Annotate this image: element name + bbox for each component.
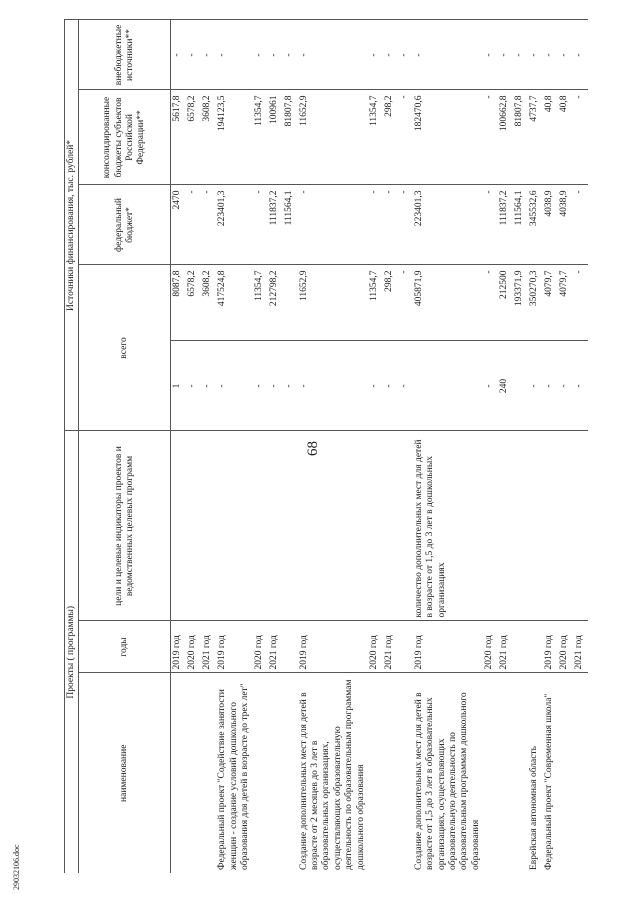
row-name xyxy=(368,673,383,873)
row-total: 8087,8 xyxy=(171,265,187,341)
row-indicator-value: - xyxy=(528,341,543,431)
row-indicator xyxy=(298,431,368,621)
row-year: 2020 год xyxy=(558,621,573,673)
row-extrabudget: - xyxy=(268,20,283,90)
row-indicator-value: - xyxy=(298,341,368,431)
rotated-table-area xyxy=(64,20,585,873)
row-name xyxy=(483,673,498,873)
row-year: 2019 год xyxy=(413,621,483,673)
row-indicator-value xyxy=(413,341,483,431)
row-indicator-value: - xyxy=(283,341,298,431)
row-indicator xyxy=(253,431,268,621)
footer-filename: 29032106.doc xyxy=(12,844,21,890)
row-indicator-value: 240 xyxy=(498,341,513,431)
row-total: 11652,9 xyxy=(298,265,368,341)
table-row xyxy=(483,20,498,873)
row-year: 2019 год xyxy=(171,621,187,673)
row-total: 417524,8 xyxy=(216,265,252,341)
table-row xyxy=(528,20,543,873)
row-indicator-value: - xyxy=(216,341,252,431)
row-indicator-value: - xyxy=(253,341,268,431)
row-consolidated: 5617,8 xyxy=(171,90,187,185)
row-total: 4079,7 xyxy=(543,265,558,341)
row-consolidated: 81807,8 xyxy=(513,90,528,185)
row-indicator xyxy=(171,431,187,621)
row-consolidated: 298,2 xyxy=(383,90,398,185)
table-row xyxy=(498,20,513,873)
header-extrabudget: внебюджетные источники** xyxy=(79,20,171,90)
row-indicator: количество дополнительных мест для детей в возрасте от 1,5 до 3 лет в дошкольных организациях xyxy=(413,431,483,621)
row-indicator xyxy=(201,431,216,621)
row-name: Создание дополнительных мест для детей в возрасте от 2 месяцев до 3 лет в образовательных организациях, осуществляющих образовательную деятельность по образовательным программам дошкольного образования xyxy=(298,673,368,873)
row-year: 2020 год xyxy=(253,621,268,673)
table-row xyxy=(368,20,383,873)
header-years: годы xyxy=(79,621,171,673)
row-indicator xyxy=(383,431,398,621)
row-consolidated: - xyxy=(398,90,413,185)
row-extrabudget: - xyxy=(543,20,558,90)
row-consolidated: 81807,8 xyxy=(283,90,298,185)
row-federal: - xyxy=(398,185,413,265)
row-extrabudget: - xyxy=(253,20,268,90)
row-extrabudget: - xyxy=(413,20,483,90)
header-projects-group: Проекты ( программы) xyxy=(65,431,79,873)
row-year: 2019 год xyxy=(216,621,252,673)
row-extrabudget: - xyxy=(528,20,543,90)
row-total xyxy=(283,265,298,341)
row-total: 212500 xyxy=(498,265,513,341)
header-financing-group: Источники финансирования, тыс. рублей* xyxy=(65,20,79,431)
row-consolidated: 40,8 xyxy=(543,90,558,185)
row-federal: 111837,2 xyxy=(498,185,513,265)
row-name xyxy=(171,673,187,873)
row-name xyxy=(398,673,413,873)
row-federal: 111564,1 xyxy=(283,185,298,265)
row-federal: 223401,3 xyxy=(413,185,483,265)
row-indicator xyxy=(498,431,513,621)
table-row xyxy=(398,20,413,873)
row-extrabudget: - xyxy=(573,20,588,90)
row-federal: 4038,9 xyxy=(543,185,558,265)
row-consolidated: 194123,5 xyxy=(216,90,252,185)
row-consolidated: 100662,8 xyxy=(498,90,513,185)
row-consolidated: 11652,9 xyxy=(298,90,368,185)
row-total: - xyxy=(398,265,413,341)
table-row xyxy=(573,20,588,873)
table-row xyxy=(298,20,368,873)
row-indicator xyxy=(268,431,283,621)
row-indicator-value: - xyxy=(573,341,588,431)
row-indicator xyxy=(186,431,201,621)
row-consolidated: - xyxy=(573,90,588,185)
row-federal: 223401,3 xyxy=(216,185,252,265)
row-federal: - xyxy=(298,185,368,265)
table-row xyxy=(186,20,201,873)
row-indicator xyxy=(558,431,573,621)
row-federal: 111837,2 xyxy=(268,185,283,265)
row-extrabudget: - xyxy=(558,20,573,90)
table-row xyxy=(383,20,398,873)
row-name: Создание дополнительных мест для детей в возрасте от 1,5 до 3 лет в образовательных организациях, осуществляющих образовательную деятельность по образовательным программам дошкольного образования xyxy=(413,673,483,873)
table-row xyxy=(413,20,483,873)
table-row xyxy=(253,20,268,873)
row-indicator-value: - xyxy=(368,341,383,431)
row-name xyxy=(558,673,573,873)
row-year: 2021 год xyxy=(573,621,588,673)
table-row xyxy=(543,20,558,873)
row-name xyxy=(253,673,268,873)
row-extrabudget: - xyxy=(483,20,498,90)
row-year xyxy=(528,621,543,673)
row-extrabudget: - xyxy=(283,20,298,90)
row-indicator-value: - xyxy=(186,341,201,431)
row-federal: - xyxy=(573,185,588,265)
header-indicators: цели и целевые индикаторы проектов и ведомственных целевых программ xyxy=(79,431,171,621)
row-indicator xyxy=(283,431,298,621)
row-indicator-value: - xyxy=(201,341,216,431)
row-indicator xyxy=(483,431,498,621)
row-indicator xyxy=(573,431,588,621)
row-extrabudget: - xyxy=(186,20,201,90)
row-extrabudget: - xyxy=(398,20,413,90)
row-year: 2019 год xyxy=(543,621,558,673)
row-consolidated: 182470,6 xyxy=(413,90,483,185)
row-total: 405871,9 xyxy=(413,265,483,341)
row-name xyxy=(201,673,216,873)
row-indicator-value: - xyxy=(398,341,413,431)
row-name xyxy=(268,673,283,873)
table-row xyxy=(171,20,187,873)
row-name: Еврейская автономная область xyxy=(528,673,543,873)
row-year: 2021 год xyxy=(383,621,398,673)
row-year xyxy=(513,621,528,673)
row-extrabudget: - xyxy=(201,20,216,90)
row-name xyxy=(498,673,513,873)
row-extrabudget: - xyxy=(383,20,398,90)
header-federal: федеральный бюджет* xyxy=(79,185,171,265)
table-row xyxy=(558,20,573,873)
row-year: 2019 год xyxy=(298,621,368,673)
row-consolidated: 4737,7 xyxy=(528,90,543,185)
row-indicator-value: 1 xyxy=(171,341,187,431)
row-year: 2020 год xyxy=(483,621,498,673)
row-indicator xyxy=(513,431,528,621)
header-total: всего xyxy=(79,265,171,431)
table-row xyxy=(216,20,252,873)
row-federal: 2470 xyxy=(171,185,187,265)
row-year: 2020 год xyxy=(186,621,201,673)
row-year: 2021 год xyxy=(201,621,216,673)
row-consolidated: 3608,2 xyxy=(201,90,216,185)
page-number: 68 xyxy=(305,441,321,456)
row-federal: - xyxy=(186,185,201,265)
row-federal: - xyxy=(201,185,216,265)
row-name: Федеральный проект "Современная школа" xyxy=(543,673,558,873)
row-indicator-value: - xyxy=(543,341,558,431)
row-indicator xyxy=(528,431,543,621)
row-federal: 345532,6 xyxy=(528,185,543,265)
financing-table xyxy=(64,19,588,873)
row-year: 2020 год xyxy=(368,621,383,673)
table-row xyxy=(513,20,528,873)
row-indicator xyxy=(398,431,413,621)
row-extrabudget: - xyxy=(216,20,252,90)
row-total: - xyxy=(573,265,588,341)
row-total: 4079,7 xyxy=(558,265,573,341)
header-name: наименование xyxy=(79,673,171,873)
row-total: 193371,9 xyxy=(513,265,528,341)
row-consolidated: 11354,7 xyxy=(253,90,268,185)
row-extrabudget: - xyxy=(513,20,528,90)
row-federal: 111564,1 xyxy=(513,185,528,265)
row-federal: - xyxy=(483,185,498,265)
row-total: 298,2 xyxy=(383,265,398,341)
row-year xyxy=(398,621,413,673)
row-federal: - xyxy=(253,185,268,265)
row-extrabudget: - xyxy=(498,20,513,90)
row-total: 350270,3 xyxy=(528,265,543,341)
row-extrabudget: - xyxy=(368,20,383,90)
row-consolidated: 11354,7 xyxy=(368,90,383,185)
row-indicator-value: - xyxy=(383,341,398,431)
row-indicator xyxy=(216,431,252,621)
row-federal: - xyxy=(383,185,398,265)
row-indicator-value xyxy=(513,341,528,431)
row-total: 11354,7 xyxy=(253,265,268,341)
row-consolidated: 6578,2 xyxy=(186,90,201,185)
row-name xyxy=(186,673,201,873)
row-name xyxy=(283,673,298,873)
row-year xyxy=(283,621,298,673)
row-indicator-value: - xyxy=(483,341,498,431)
row-name xyxy=(383,673,398,873)
row-consolidated: 40,8 xyxy=(558,90,573,185)
row-extrabudget: - xyxy=(171,20,187,90)
row-federal: 4038,9 xyxy=(558,185,573,265)
table-row xyxy=(201,20,216,873)
row-total: - xyxy=(483,265,498,341)
row-indicator-value: - xyxy=(558,341,573,431)
row-total: 11354,7 xyxy=(368,265,383,341)
row-year: 2021 год xyxy=(498,621,513,673)
row-name xyxy=(513,673,528,873)
row-total: 212798,2 xyxy=(268,265,283,341)
row-extrabudget: - xyxy=(298,20,368,90)
row-federal: - xyxy=(368,185,383,265)
row-total: 3608,2 xyxy=(201,265,216,341)
row-year: 2021 год xyxy=(268,621,283,673)
row-consolidated: - xyxy=(483,90,498,185)
row-total: 6578,2 xyxy=(186,265,201,341)
row-name xyxy=(573,673,588,873)
table-row xyxy=(283,20,298,873)
row-name: Федеральный проект "Содействие занятости женщин - создание условий дошкольного образования для детей в возрасте до трех лет" xyxy=(216,673,252,873)
table-row xyxy=(268,20,283,873)
header-consolidated: консолидированные бюджеты субъектов Российской Федерации** xyxy=(79,90,171,185)
row-indicator xyxy=(368,431,383,621)
row-indicator-value: - xyxy=(268,341,283,431)
row-indicator xyxy=(543,431,558,621)
row-consolidated: 100961 xyxy=(268,90,283,185)
